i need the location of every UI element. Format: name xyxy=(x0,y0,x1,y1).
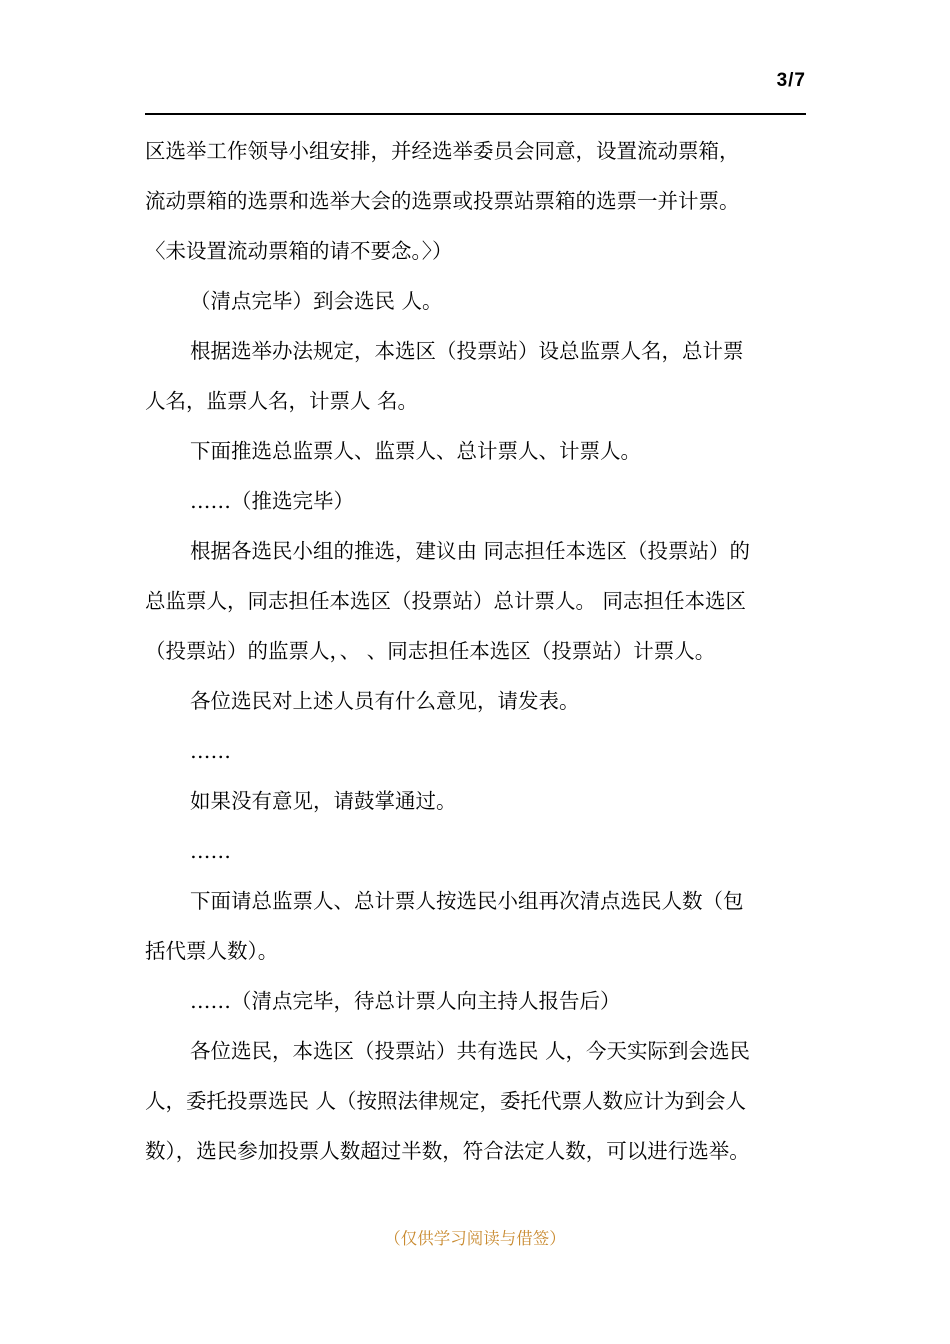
text-line: …… xyxy=(190,739,231,763)
document-body xyxy=(145,126,808,1176)
header-divider xyxy=(145,113,806,115)
text-line: 下面请总监票人、总计票人按选民小组再次清点选民人数（包 xyxy=(190,889,744,913)
footer-note: （仅供学习阅读与借签） xyxy=(384,1229,566,1248)
text-line: 总监票人，同志担任本选区（投票站）总计票人。 同志担任本选区 xyxy=(145,589,747,613)
text-line: （投票站）的监票人，、 、同志担任本选区（投票站）计票人。 xyxy=(145,639,716,663)
text-line: 括代票人数）。 xyxy=(145,939,279,963)
text-line: 人名，监票人名，计票人 名。 xyxy=(145,389,419,413)
text-line: ……（清点完毕，待总计票人向主持人报告后） xyxy=(190,989,621,1013)
text-line: 下面推选总监票人、监票人、总计票人、计票人。 xyxy=(190,439,641,463)
text-line: 区选举工作领导小组安排，并经选举委员会同意，设置流动票箱， xyxy=(145,139,740,163)
text-line: （清点完毕）到会选民 人。 xyxy=(190,289,443,313)
text-line: 数），选民参加投票人数超过半数，符合法定人数，可以进行选举。 xyxy=(145,1139,750,1163)
text-line: ……（推选完毕） xyxy=(190,489,354,513)
text-line: 根据各选民小组的推选，建议由 同志担任本选区（投票站）的 xyxy=(190,539,751,563)
page-number: 3/7 xyxy=(776,70,806,91)
text-line: 各位选民，本选区（投票站）共有选民 人，今天实际到会选民 xyxy=(190,1039,751,1063)
text-line: 各位选民对上述人员有什么意见，请发表。 xyxy=(190,689,580,713)
text-line: 根据选举办法规定，本选区（投票站）设总监票人名，总计票 xyxy=(190,339,744,363)
text-line: 〈未设置流动票箱的请不要念。〉） xyxy=(145,239,453,263)
text-line: 如果没有意见，请鼓掌通过。 xyxy=(190,789,457,813)
text-line: 流动票箱的选票和选举大会的选票或投票站票箱的选票一并计票。 xyxy=(145,189,740,213)
text-line: …… xyxy=(190,839,231,863)
text-line: 人，委托投票选民 人（按照法律规定，委托代票人数应计为到会人 xyxy=(145,1089,747,1113)
